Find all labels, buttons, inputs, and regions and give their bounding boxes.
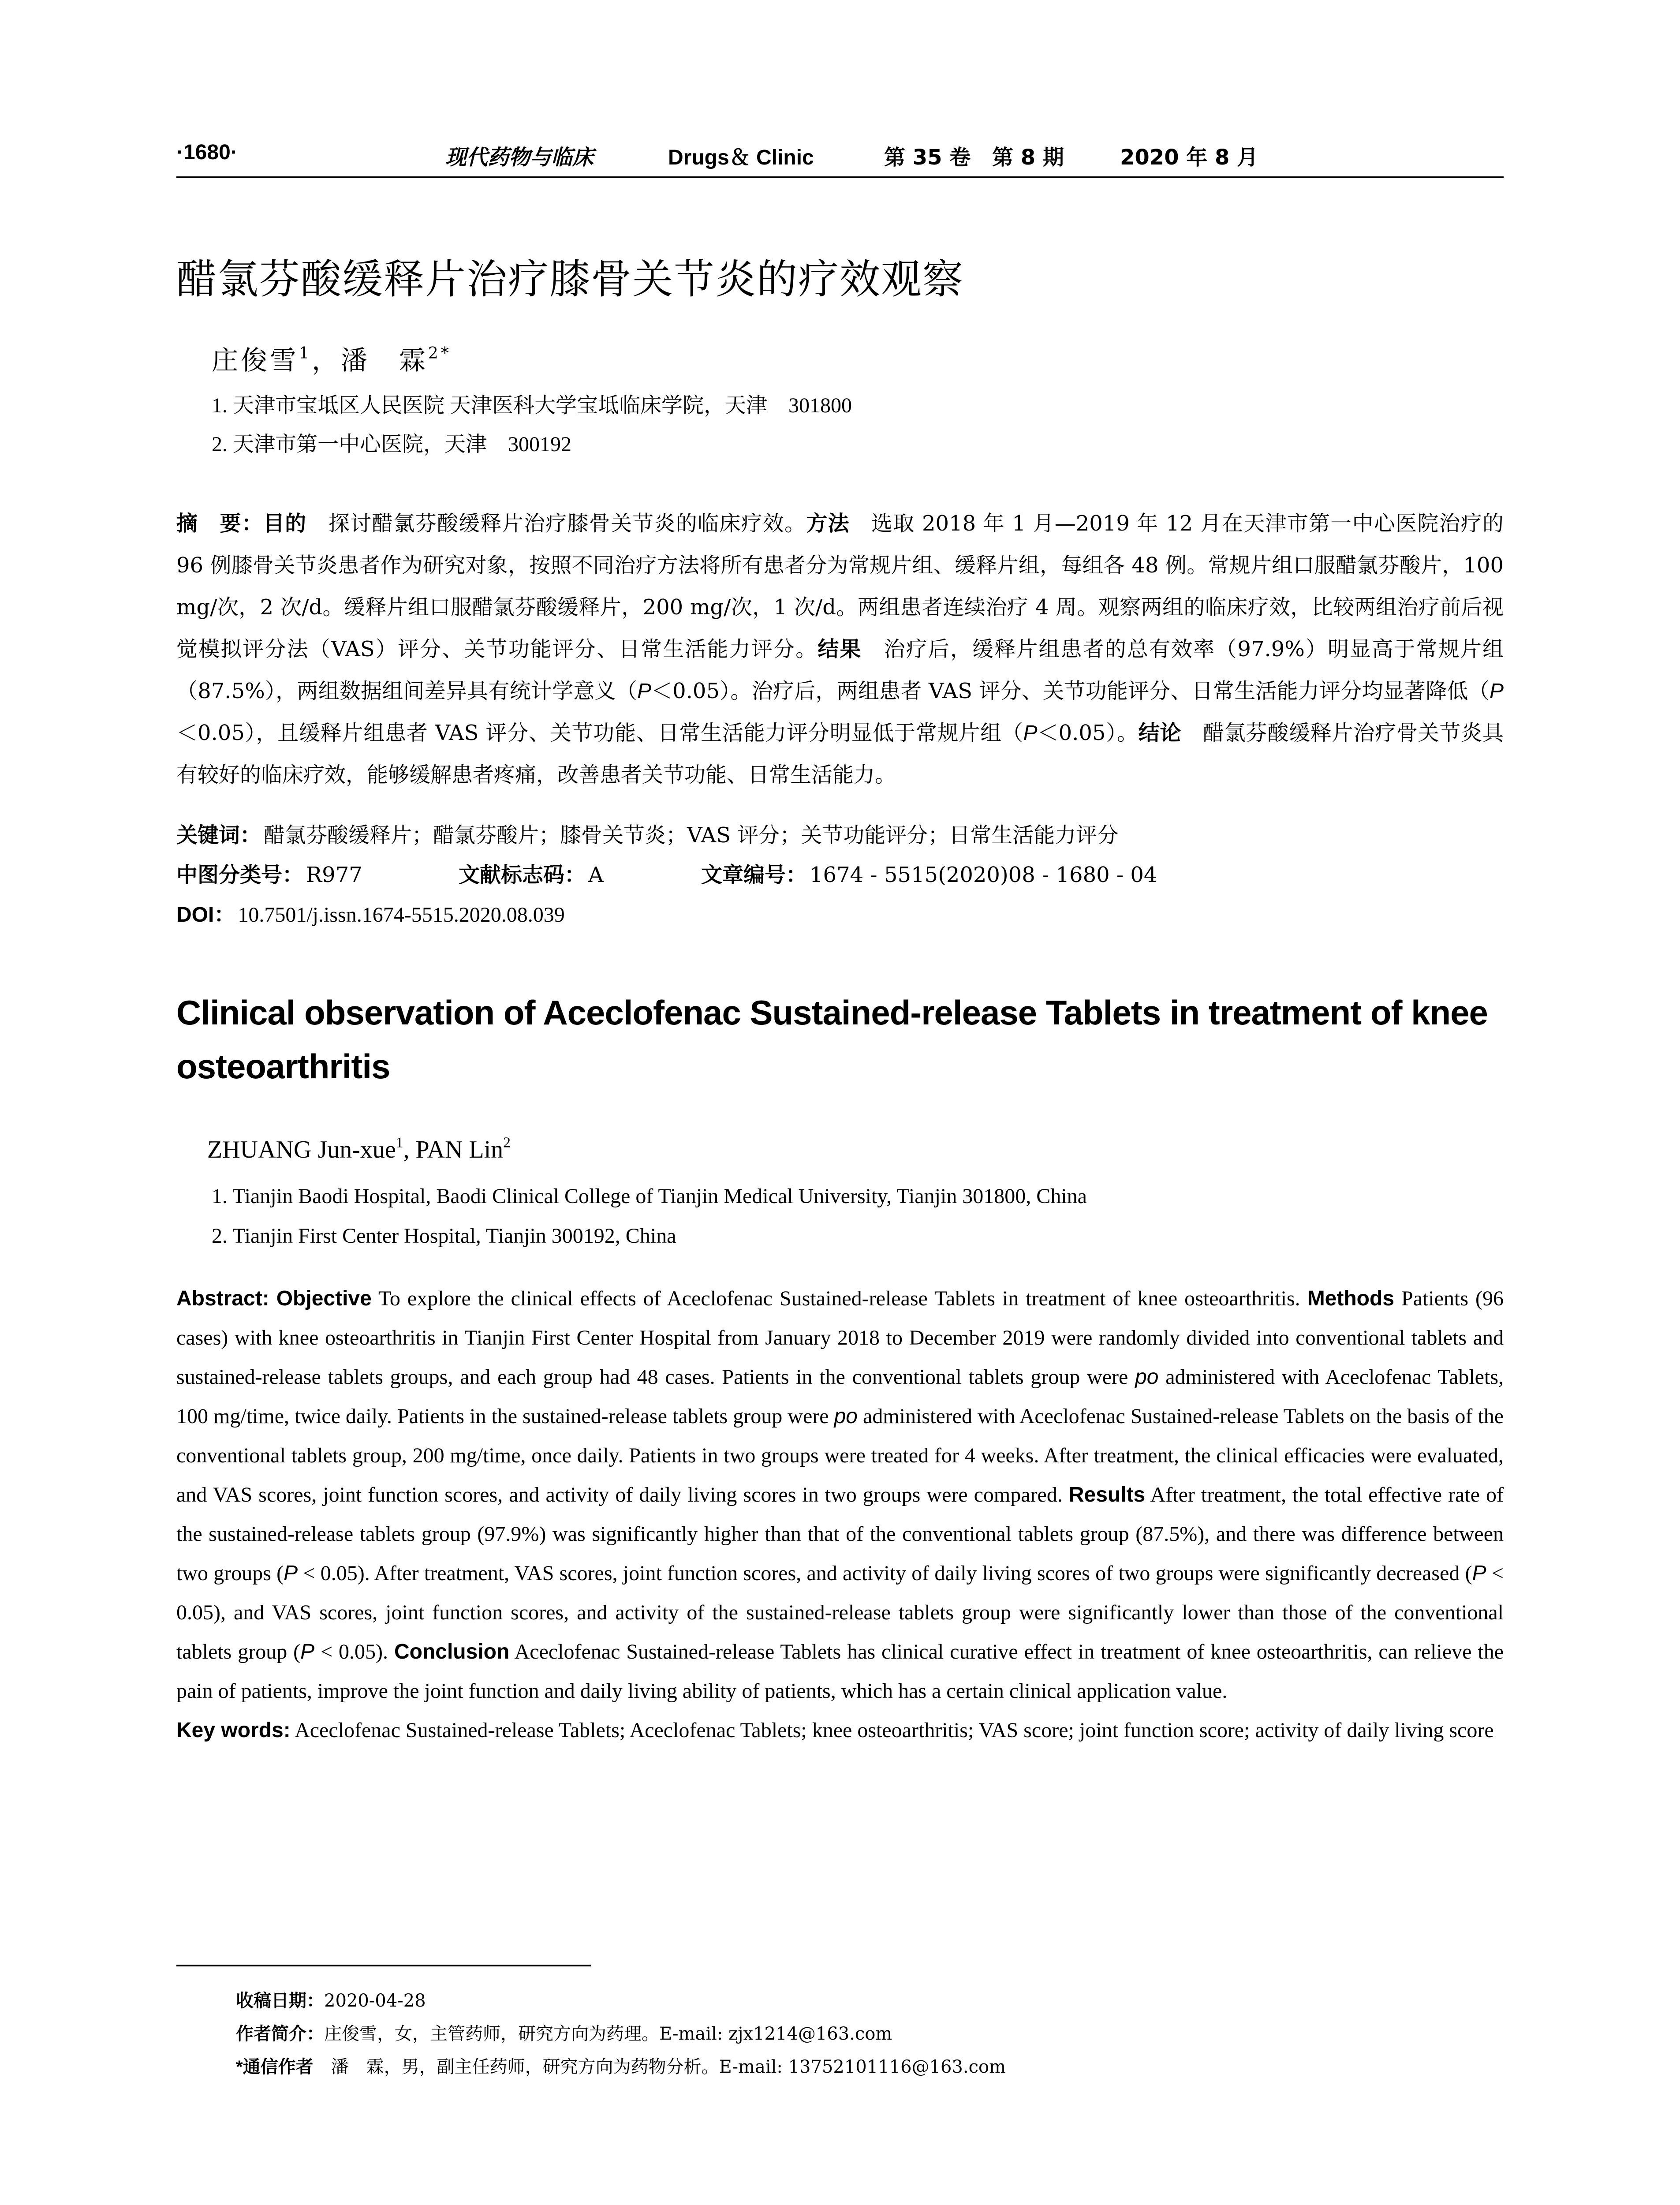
conclusion-label-en: Conclusion	[394, 1640, 510, 1663]
p-value-symbol: P	[1023, 721, 1038, 745]
volume: 第 35 卷	[884, 145, 971, 170]
authors-en	[207, 1136, 511, 1164]
author-2-sup-cn: 2*	[428, 344, 452, 363]
methods-label-cn: 方法	[806, 512, 850, 535]
article-number-label: 文章编号：	[701, 863, 807, 887]
p-value-symbol: P	[300, 1640, 315, 1663]
affiliation-2-cn: 2. 天津市第一中心医院，天津 300192	[212, 433, 572, 456]
journal-name-en: Drugs＆ Clinic	[668, 146, 814, 169]
authors-cn	[212, 340, 452, 377]
p-value-symbol: P	[637, 680, 652, 703]
footnote-received	[236, 1987, 426, 2012]
article-number	[701, 858, 1157, 888]
p-value-symbol: P	[1472, 1562, 1486, 1585]
po-term: po	[834, 1405, 858, 1428]
abstract-label-en: Abstract:	[176, 1287, 269, 1310]
abstract-cn	[176, 503, 1504, 796]
author-separator-cn: ，	[311, 345, 341, 376]
document-code-value: A	[588, 863, 604, 887]
title-cn: 醋氯芬酸缓释片治疗膝骨关节炎的疗效观察	[176, 256, 964, 303]
doi-line	[176, 897, 565, 928]
results-text-cn: ＜0.05），且缓释片组患者 VAS 评分、关节功能、日常生活能力评分明显低于常规片组（	[176, 721, 1023, 745]
author-info-text: 庄俊雪，女，主管药师，研究方向为药理。E-mail: zjx1214@163.com	[324, 2024, 892, 2044]
methods-text-en: administered with Aceclofenac Sustained-release Tablets on the basis of the conventional tablets group, 200 mg/time, once daily. Patients in two groups were treated for 4 weeks. After treatment, the clinical efficacies were evaluated, and VAS scores, joint function scores, and activity of daily living scores in two groups were compared.	[176, 1405, 1504, 1506]
results-text-en: < 0.05).	[314, 1640, 394, 1663]
received-label: 收稿日期：	[236, 1991, 324, 2011]
corresponding-text: 潘 霖，男，副主任药师，研究方向为药物分析。E-mail: 13752101116@163.com	[313, 2057, 1006, 2077]
clc-code: R977	[306, 863, 362, 887]
keywords-text-en: Aceclofenac Sustained-release Tablets; Aceclofenac Tablets; knee osteoarthritis; VAS score; joint function score; activity of daily living score	[290, 1719, 1494, 1742]
conclusion-text-en: Aceclofenac Sustained-release Tablets has clinical curative effect in treatment of knee osteoarthritis, can relieve the pain of patients, improve the joint function and daily living ability of patients, which has a certain clinical application value.	[176, 1640, 1504, 1703]
results-label-cn: 结果	[818, 638, 862, 661]
clc-label: 中图分类号：	[176, 863, 304, 887]
abstract-label-cn: 摘 要：	[176, 512, 263, 535]
keywords-label-cn: 关键词：	[176, 824, 261, 847]
author-info-label: 作者简介：	[236, 2024, 324, 2044]
results-text-cn: 治疗后，缓释片组患者的总有效率（97.9%）明显高于常规片组（87.5%），两组数据组间差异具有统计学意义（	[176, 637, 1504, 703]
methods-text-en: Patients (96 cases) with knee osteoarthritis in Tianjin First Center Hospital from January 2018 to December 2019 were randomly divided into conventional tablets and sustained-release tablets groups, and each group had 48 cases. Patients in the conventional tablets group were	[176, 1287, 1504, 1389]
issue: 第 8 期	[992, 145, 1064, 170]
objective-text-cn: 探讨醋氯芬酸缓释片治疗膝骨关节炎的临床疗效。	[306, 511, 806, 536]
p-value-symbol: P	[284, 1562, 298, 1585]
footnote-corresponding	[236, 2053, 1006, 2078]
article-number-value: 1674 - 5515(2020)08 - 1680 - 04	[810, 863, 1157, 887]
page-number: ·1680·	[176, 141, 238, 164]
objective-label-en: Objective	[276, 1287, 372, 1310]
results-text-en: < 0.05). After treatment, VAS scores, joint function scores, and activity of daily living scores of two groups were significantly decreased (	[298, 1562, 1472, 1585]
author-separator-en: ,	[403, 1136, 416, 1163]
document-code	[459, 858, 604, 888]
results-text-en: After treatment, the total effective rate of the sustained-release tablets group (97.9%) was significantly higher than that of the conventional tablets group (87.5%), and there was difference between two groups (	[176, 1483, 1504, 1585]
classification-line	[176, 858, 362, 888]
affiliation-1-en: 1. Tianjin Baodi Hospital, Baodi Clinical College of Tianjin Medical University, Tianjin 301800, China	[212, 1185, 1087, 1208]
keywords-label-en: Key words:	[176, 1719, 291, 1742]
results-text-en: < 0.05), and VAS scores, joint function scores, and activity of the sustained-release tablets group were significantly lower than those of the conventional tablets group (	[176, 1562, 1504, 1663]
doi-label: DOI：	[176, 903, 235, 927]
keywords-text-cn: 醋氯芬酸缓释片；醋氯芬酸片；膝骨关节炎；VAS 评分；关节功能评分；日常生活能力评分	[264, 823, 1119, 848]
methods-text-en: administered with Aceclofenac Tablets, 100 mg/time, twice daily. Patients in the sustained-release tablets group were	[176, 1365, 1504, 1428]
author-2-sup-en: 2	[503, 1134, 511, 1151]
methods-text-cn: 选取 2018 年 1 月—2019 年 12 月在天津市第一中心医院治疗的 96 例膝骨关节炎患者作为研究对象，按照不同治疗方法将所有患者分为常规片组、缓释片组，每组各 48 例。常规片组口服醋氯芬酸片，100 mg/次，2 次/d。缓释片组口服醋氯芬酸缓释片，200 mg/次，1 次/d。两组患者连续治疗 4 周。观察两组的临床疗效，比较两组治疗前后视觉模拟评分法（VAS）评分、关节功能评分、日常生活能力评分。	[176, 511, 1504, 662]
objective-text-en: To explore the clinical effects of Aceclofenac Sustained-release Tablets in treatment of knee osteoarthritis.	[371, 1287, 1307, 1310]
keywords-cn	[176, 818, 1118, 848]
author-1-sup-cn: 1	[299, 344, 312, 363]
conclusion-text-cn: 醋氯芬酸缓释片治疗骨关节炎具有较好的临床疗效，能够缓解患者疼痛，改善患者关节功能、日常生活能力。	[176, 721, 1504, 787]
received-date: 2020-04-28	[324, 1991, 426, 2011]
document-code-label: 文献标志码：	[459, 863, 586, 887]
results-text-cn: ＜0.05）。治疗后，两组患者 VAS 评分、关节功能评分、日常生活能力评分均显著降低（	[651, 679, 1490, 703]
footnote-author	[236, 2020, 892, 2045]
methods-label-en: Methods	[1307, 1287, 1395, 1310]
journal-name-cn: 现代药物与临床	[445, 145, 594, 170]
author-1-sup-en: 1	[396, 1134, 403, 1151]
p-value-symbol: P	[1489, 680, 1504, 703]
corresponding-label: *通信作者	[236, 2057, 314, 2077]
header-rule	[176, 176, 1504, 178]
results-label-en: Results	[1068, 1483, 1146, 1506]
results-text-cn: ＜0.05）。	[1037, 721, 1139, 745]
affiliation-2-en: 2. Tianjin First Center Hospital, Tianjin 300192, China	[212, 1224, 676, 1248]
issue-date: 2020 年 8 月	[1120, 145, 1258, 170]
affiliation-1-cn: 1. 天津市宝坻区人民医院 天津医科大学宝坻临床学院，天津 301800	[212, 394, 852, 417]
author-2-cn: 潘 霖	[340, 345, 428, 376]
po-term: po	[1135, 1365, 1159, 1389]
objective-label-cn: 目的	[263, 512, 307, 535]
doi-value[interactable]: 10.7501/j.issn.1674-5515.2020.08.039	[238, 903, 565, 927]
conclusion-label-cn: 结论	[1138, 721, 1182, 745]
footnote-rule	[176, 1965, 591, 1966]
author-1-en: ZHUANG Jun-xue	[207, 1136, 396, 1163]
abstract-en	[176, 1279, 1504, 1750]
author-2-en: PAN Lin	[415, 1136, 504, 1163]
title-en: Clinical observation of Aceclofenac Sustained-release Tablets in treatment of knee osteoarthritis	[176, 993, 1488, 1086]
author-1-cn: 庄俊雪	[212, 345, 299, 376]
